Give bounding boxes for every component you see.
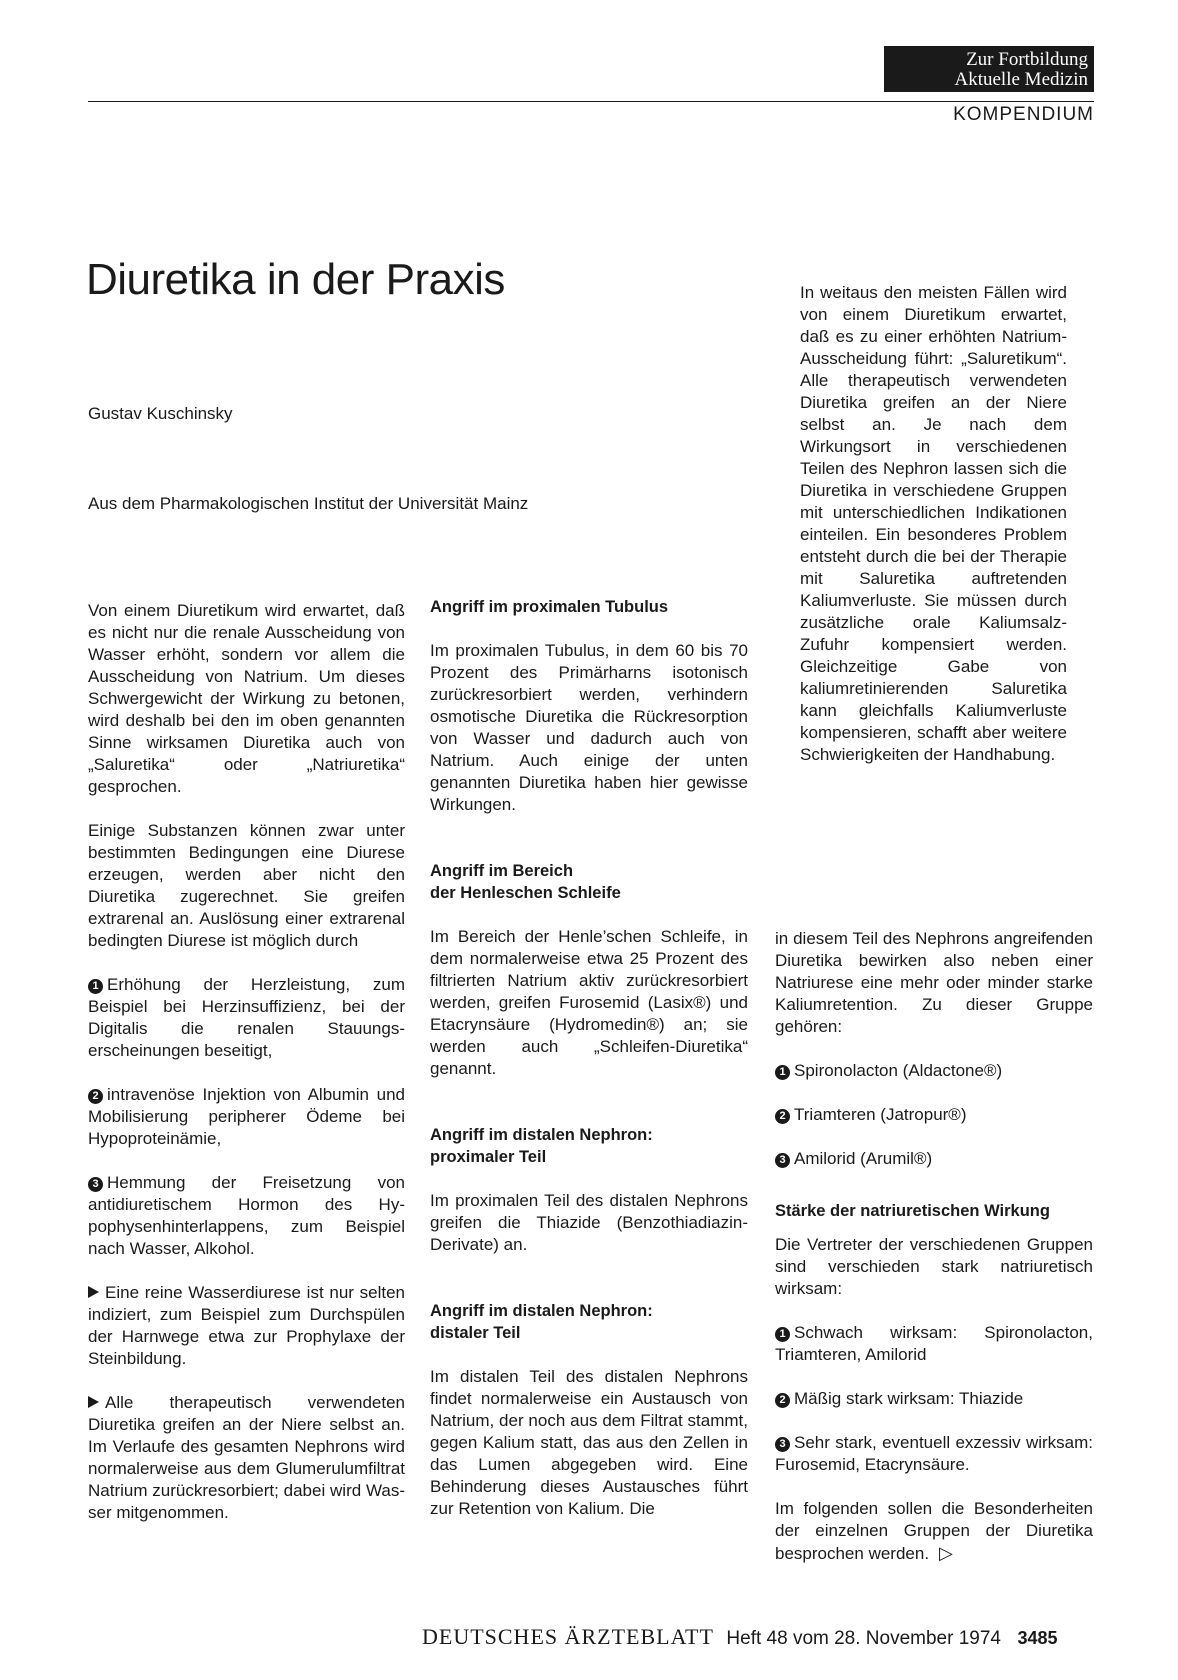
heading-line: der Henleschen Schleife — [430, 884, 621, 902]
header-rule — [88, 101, 1094, 102]
list-item — [775, 1104, 1093, 1126]
list-item-text: Amilorid (Arumil®) — [794, 1149, 933, 1168]
list-item — [88, 974, 405, 1062]
number-1-icon: 1 — [775, 1327, 790, 1342]
paragraph: Im proximalen Teil des distalen Nephrons greifen die Thiazide (Benzothiadiazin-Derivate) an. — [430, 1191, 748, 1254]
list-item-text: Mäßig stark wirksam: Thiazide — [794, 1389, 1024, 1408]
badge-line-2: Aktuelle Medizin — [954, 69, 1088, 90]
section-heading: Angriff im proximalen Tubulus — [430, 598, 669, 616]
number-2-icon: 2 — [775, 1393, 790, 1408]
column-2 — [430, 596, 748, 1542]
list-item — [775, 1148, 1093, 1170]
list-item — [775, 1388, 1093, 1410]
bullet-text: Eine reine Wasserdiurese ist nur selten indiziert, zum Beispiel zum Durchspülen der Harnwege etwa zur Prophylaxe der Steinbildung. — [88, 1283, 405, 1368]
column-1 — [88, 600, 405, 1546]
summary-box — [800, 282, 1067, 788]
list-item — [88, 1084, 405, 1150]
list-item-text: Hemmung der Freisetzung von antidiuretischem Hormon des Hypophysenhinterlappens, zum Beispiel nach Wasser, Alkohol. — [88, 1173, 405, 1258]
paragraph-text: Im folgenden sollen die Besonderheiten der einzelnen Gruppen der Diuretika besprochen werden. — [775, 1499, 1093, 1563]
list-item-text: Triamteren (Jatropur®) — [794, 1105, 967, 1124]
triangle-bullet-icon — [88, 1286, 99, 1298]
continue-arrow-icon: ▷ — [939, 1543, 953, 1563]
paragraph: Im Bereich der Henle’schen Schleife, in dem normalerweise etwa 25 Prozent des filtrierten Natrium aktiv zurückresorbiert werden, greifen Furosemid (Lasix®) und Etacrynsäure (Hydromedin®) an; sie werden auch „Schleifen-Diuretika“ genannt. — [430, 927, 748, 1078]
section-heading — [430, 1300, 748, 1344]
bullet-item — [88, 1282, 405, 1370]
paragraph: in diesem Teil des Nephrons angreifenden Diuretika bewirken also neben einer Natriurese eine mehr oder minder starke Kaliumretention. Zu dieser Gruppe gehören: — [775, 929, 1093, 1036]
number-2-icon: 2 — [775, 1109, 790, 1124]
number-3-icon: 3 — [88, 1177, 103, 1192]
heading-line: Angriff im distalen Nephron: — [430, 1302, 653, 1320]
paragraph: Im distalen Teil des distalen Nephrons findet normalerweise ein Austausch von Natrium, der noch aus dem Filtrat stammt, gegen Kalium statt, das aus den Zellen in das Lumen abgegeben wird. Eine Behinderung dieses Austausches führt zur Retention von Kalium. Die — [430, 1367, 748, 1518]
heading-line: proximaler Teil — [430, 1148, 547, 1166]
section-label: KOMPENDIUM — [953, 104, 1094, 125]
paragraph: Einige Substanzen können zwar unter bestimmten Bedingungen eine Diurese erzeugen, werden aber nicht den Diuretika zugerechnet. Sie greifen extrarenal an. Auslösung einer extrarenal bedingten Diurese ist möglich durch — [88, 821, 405, 950]
article-title: Diuretika in der Praxis — [86, 255, 505, 304]
page-number: 3485 — [1017, 1628, 1058, 1648]
heading-line: Angriff im distalen Nephron: — [430, 1126, 653, 1144]
bullet-text: Alle therapeutisch verwendeten Diuretika greifen an der Niere selbst an. Im Verlaufe des gesamten Nephrons wird normalerweise aus dem Glumerulumfiltrat Natrium zurückresorbiert; dabei wird Wasser mitgenommen. — [88, 1393, 405, 1522]
list-item-text: Schwach wirksam: Spironolacton, Triamteren, Amilorid — [775, 1323, 1093, 1364]
article-affiliation: Aus dem Pharmakologischen Institut der Universität Mainz — [88, 494, 529, 513]
paragraph: Die Vertreter der verschiedenen Gruppen sind verschieden stark natriuretisch wirksam: — [775, 1235, 1093, 1298]
paragraph — [775, 1498, 1093, 1565]
paragraph: Von einem Diuretikum wird erwartet, daß es nicht nur die renale Ausscheidung von Wasser erhöht, sondern vor allem die Ausscheidung von Natrium. Um dieses Schwergewicht der Wirkung zu betonen, wird deshalb bei den im oben genannten Sinne wirksamen Diuretika auch von „Saluretika“ oder „Natriuretika“ gesprochen. — [88, 601, 405, 796]
section-badge — [884, 46, 1094, 92]
number-1-icon: 1 — [775, 1065, 790, 1080]
list-item-text: intravenöse Injektion von Albumin und Mobilisierung peripherer Ödeme bei Hypoproteinämie, — [88, 1085, 405, 1148]
summary-paragraph: In weitaus den meisten Fällen wird von einem Diuretikum erwartet, daß es zu einer erhöhten Natrium-Ausscheidung führt: „Saluretikum“. Alle therapeutisch verwendeten Diuretika greifen an der Niere selbst an. Je nach dem Wirkungsort in verschiedenen Teilen des Nephron lassen sich die Diuretika in verschiedene Gruppen mit unterschiedlichen Indikationen einteilen. Ein besonderes Problem entsteht durch die bei der Therapie mit Saluretika auftretenden Kaliumverluste. Sie müssen durch zusätzliche orale Kaliumsalz-Zufuhr kompensiert werden. Gleichzeitige Gabe von kaliumretinierenden Saluretika kann gleichfalls Kaliumverluste kompensieren, schafft aber weitere Schwierigkeiten der Handhabung. — [800, 283, 1067, 764]
number-1-icon: 1 — [88, 979, 103, 994]
list-item — [775, 1060, 1093, 1082]
list-item — [775, 1322, 1093, 1366]
issue-info: Heft 48 vom 28. November 1974 — [726, 1628, 1001, 1649]
column-3 — [775, 928, 1093, 1587]
list-item-text: Sehr stark, eventuell exzessiv wirksam: Furosemid, Etacrynsäure. — [775, 1433, 1093, 1474]
list-item-text: Spironolacton (Aldactone®) — [794, 1061, 1003, 1080]
heading-line: distaler Teil — [430, 1324, 521, 1342]
triangle-bullet-icon — [88, 1396, 99, 1408]
section-heading: Stärke der natriuretischen Wirkung — [775, 1202, 1050, 1220]
section-heading — [430, 860, 748, 904]
page-footer — [422, 1624, 1058, 1650]
bullet-item — [88, 1392, 405, 1524]
list-item-text: Erhöhung der Herzleistung, zum Beispiel bei Herzinsuffizienz, bei der Digitalis die renalen Stauungserscheinungen beseitigt, — [88, 975, 405, 1060]
number-3-icon: 3 — [775, 1153, 790, 1168]
badge-line-1: Zur Fortbildung — [966, 49, 1088, 70]
heading-line: Angriff im Bereich — [430, 862, 574, 880]
list-item — [775, 1432, 1093, 1476]
number-2-icon: 2 — [88, 1089, 103, 1104]
section-heading — [430, 1124, 748, 1168]
list-item — [88, 1172, 405, 1260]
paragraph: Im proximalen Tubulus, in dem 60 bis 70 Prozent des Primärharns isotonisch zurückresorbiert werden, verhindern osmotische Diuretika die Rückresorption von Wasser und dadurch auch von Natrium. Auch einige der unten genannten Diuretika haben hier gewisse Wirkungen. — [430, 641, 748, 814]
article-author: Gustav Kuschinsky — [88, 404, 233, 423]
number-3-icon: 3 — [775, 1437, 790, 1452]
journal-name: DEUTSCHES ÄRZTEBLATT — [422, 1624, 714, 1649]
